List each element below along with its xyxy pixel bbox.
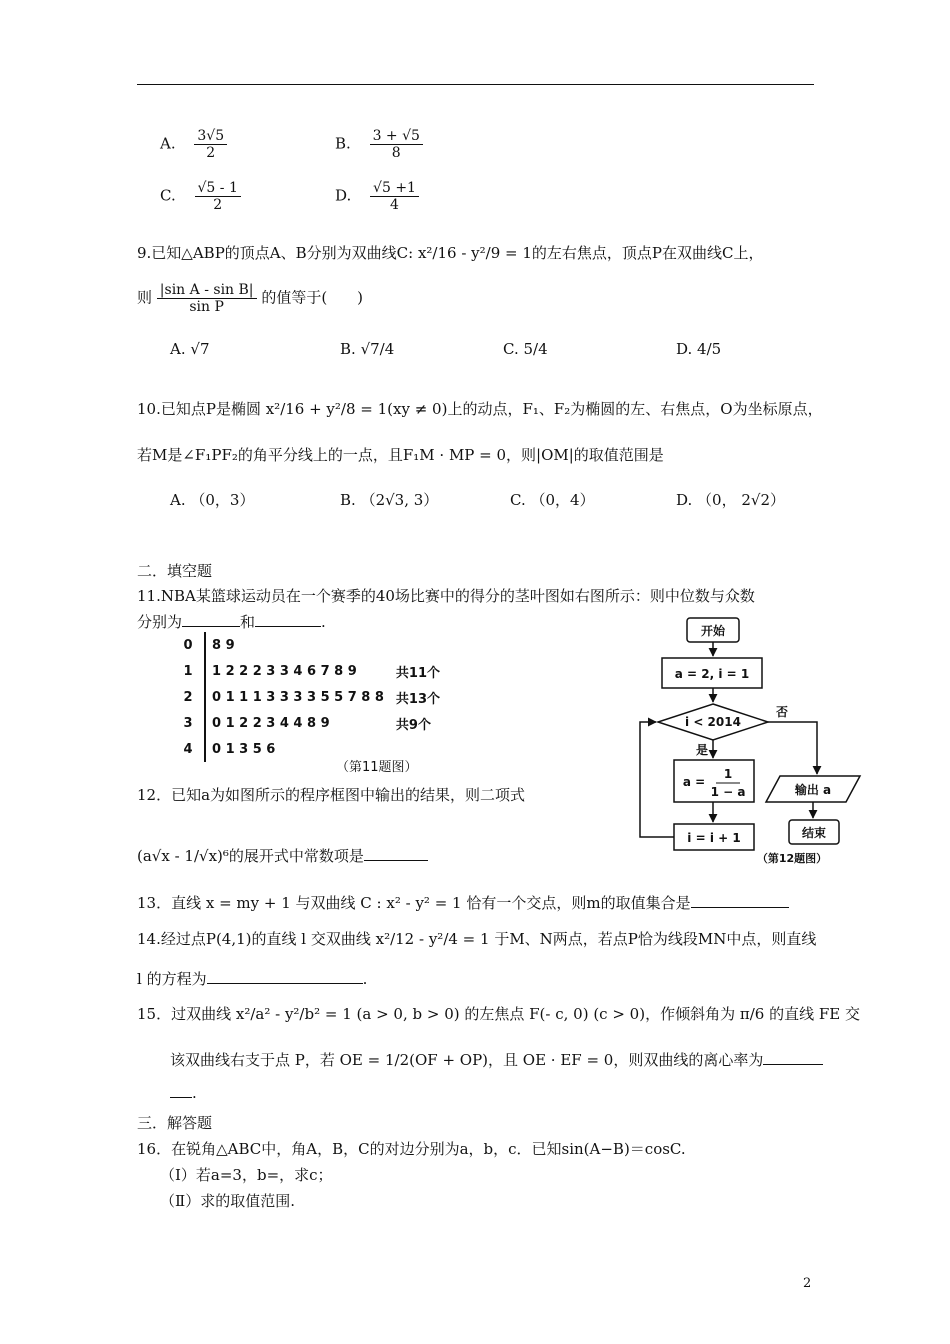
q16-part1: （Ⅰ）若a=3，b=，求c； <box>160 1166 333 1184</box>
section-heading-fill-in: 二．填空题 <box>137 562 213 580</box>
flowchart <box>632 612 862 867</box>
q11-line1: 11.NBA某篮球运动员在一个赛季的40场比赛中的得分的茎叶图如右图所示：则中位数与众数 <box>137 587 755 605</box>
q13-text: 13．直线 x = my + 1 与双曲线 C : x² - y² = 1 恰有一个交点，则m的取值集合是 <box>137 894 691 912</box>
flow-no-label: 否 <box>775 705 789 719</box>
answer-blank[interactable] <box>763 1050 823 1065</box>
q10-option-b <box>340 489 438 510</box>
leaf-values: 0 1 3 5 6 <box>212 741 276 757</box>
option-value: √7 <box>190 340 210 358</box>
flow-assign-denominator: 1 − a <box>710 785 746 799</box>
flow-condition-label: i < 2014 <box>685 715 741 729</box>
flow-assign-lhs: a = <box>682 775 706 789</box>
q15-line1: 15．过双曲线 x²/a² - y²/b² = 1 (a > 0, b > 0) 的左焦点 F(- c, 0) (c > 0)，作倾斜角为 π/6 的直线 FE 交 <box>137 1005 860 1023</box>
fraction-numerator: 3√5 <box>194 128 227 145</box>
option-label: B. <box>335 134 351 153</box>
leaf-values: 1 2 2 2 3 3 4 6 7 8 9 <box>212 663 357 679</box>
fraction-denominator: 8 <box>391 145 401 162</box>
q10-line1: 10.已知点P是椭圆 x²/16 + y²/8 = 1(xy ≠ 0)上的动点，F₁、F₂为椭圆的左、右焦点，O为坐标原点， <box>137 400 823 418</box>
q11-line2 <box>137 611 326 632</box>
flow-end-label: 结束 <box>801 826 827 840</box>
leaf-count: 共11个 <box>395 665 440 681</box>
answer-blank[interactable] <box>182 612 240 627</box>
q10-line2: 若M是∠F₁PF₂的角平分线上的一点，且F₁M · MP = 0，则|OM|的取值范围是 <box>137 446 664 464</box>
flow-start-label: 开始 <box>700 624 726 638</box>
stem-row <box>172 632 446 658</box>
option-label: A. <box>160 134 176 153</box>
q15-text: 该双曲线右支于点 P，若 OE = 1/2(OF + OP)，且 OE · EF = 0，则双曲线的离心率为 <box>170 1051 764 1069</box>
q14-line1: 14.经过点P(4,1)的直线 l 交双曲线 x²/12 - y²/4 = 1 于M、N两点，若点P恰为线段MN中点，则直线 <box>137 930 817 948</box>
fraction-numerator: 3 + √5 <box>370 128 423 145</box>
q15-line2 <box>170 1049 823 1070</box>
answer-blank[interactable] <box>364 846 428 861</box>
q13-line <box>137 892 789 913</box>
option-value: 5/4 <box>523 340 548 358</box>
answer-blank[interactable] <box>691 893 789 908</box>
option-label: D. <box>676 491 693 509</box>
option-label: D. <box>676 340 693 358</box>
stem-leaf-plot <box>172 632 447 762</box>
section-heading-solve: 三．解答题 <box>137 1114 213 1132</box>
q9-line2 <box>137 282 363 315</box>
option-value: 4/5 <box>697 340 722 358</box>
q9-option-b <box>340 340 394 358</box>
q14-text: l 的方程为 <box>137 970 207 988</box>
page-number: 2 <box>803 1276 812 1291</box>
flow-yes-label: 是 <box>695 743 709 757</box>
q10-option-d <box>676 489 785 510</box>
fraction-denominator: 2 <box>213 197 223 214</box>
option-value: （0，4） <box>530 491 595 509</box>
leaf-count: 共13个 <box>395 691 440 707</box>
header-rule <box>137 84 814 85</box>
q15-line3 <box>170 1083 197 1102</box>
leaf-values: 0 1 1 1 3 3 3 3 5 5 7 8 8 <box>212 689 384 705</box>
q9-line1: 9.已知△ABP的顶点A、B分别为双曲线C: x²/16 - y²/9 = 1的左右焦点，顶点P在双曲线C上， <box>137 244 764 262</box>
fraction-denominator: 4 <box>390 197 399 214</box>
q12-binomial-expression: (a√x - 1/√x)⁶ <box>137 847 229 865</box>
stem-value: 2 <box>172 684 205 710</box>
flow-assign-numerator: 1 <box>723 767 733 781</box>
option-value: （0，3） <box>190 491 255 509</box>
option-value: （0， 2√2） <box>697 491 786 509</box>
q9-expr-numerator: |sin A - sin B| <box>157 282 257 299</box>
q9-suffix: 的值等于( ) <box>261 288 364 307</box>
q8-option-b <box>335 128 423 161</box>
q9-option-c <box>503 340 548 358</box>
fraction-numerator: √5 +1 <box>370 180 419 197</box>
q12-text: 的展开式中常数项是 <box>228 847 364 865</box>
option-label: B. <box>340 491 356 509</box>
option-label: A. <box>170 491 186 509</box>
q10-option-c <box>510 489 595 510</box>
q11-text: 和 <box>240 613 256 631</box>
q16-line1: 16．在锐角△ABC中，角A，B，C的对边分别为a，b，c．已知sin(A−B)＝cosC. <box>137 1140 686 1158</box>
option-label: B. <box>340 340 356 358</box>
q15-text: . <box>192 1084 197 1102</box>
fraction-denominator: 2 <box>206 145 216 162</box>
q11-text: 分别为 <box>137 613 183 631</box>
leaf-count <box>390 632 446 658</box>
option-label: C. <box>503 340 519 358</box>
flow-increment-label: i = i + 1 <box>687 831 741 845</box>
stem-value: 3 <box>172 710 205 736</box>
option-label: C. <box>160 186 176 205</box>
option-value: （2√3, 3） <box>360 491 439 509</box>
q14-line2: l 的方程为 . <box>137 970 368 988</box>
option-value: √7/4 <box>360 340 395 358</box>
stem-row <box>172 658 446 684</box>
flow-init-label: a = 2, i = 1 <box>674 667 750 681</box>
option-label: A. <box>170 340 186 358</box>
q9-option-d <box>676 340 721 358</box>
q9-prefix: 则 <box>137 288 153 307</box>
option-label: C. <box>510 491 526 509</box>
answer-blank[interactable] <box>170 1083 192 1098</box>
flow-output-label: 输出 a <box>794 783 832 797</box>
q16-part2: （Ⅱ）求的取值范围. <box>160 1192 295 1210</box>
q8-option-c <box>160 180 241 213</box>
stem-row <box>172 710 446 736</box>
leaf-values: 8 9 <box>212 637 235 653</box>
fraction-numerator: √5 - 1 <box>195 180 241 197</box>
q8-option-d <box>335 180 419 213</box>
q10-option-a <box>170 489 254 510</box>
answer-blank[interactable] <box>255 612 321 627</box>
answer-blank[interactable] <box>207 969 363 984</box>
option-label: D. <box>335 186 352 205</box>
q11-figure-caption: （第11题图） <box>336 760 418 775</box>
stem-value: 1 <box>172 658 205 684</box>
q12-line2 <box>137 845 428 866</box>
leaf-count: 共9个 <box>395 717 431 733</box>
flow-caption: （第12题图） <box>756 852 828 865</box>
q12-line1: 12．已知a为如图所示的程序框图中输出的结果，则二项式 <box>137 786 526 804</box>
stem-value: 0 <box>172 632 205 658</box>
stem-row <box>172 684 446 710</box>
stem-value: 4 <box>172 736 205 762</box>
q11-text: . <box>321 613 326 631</box>
q8-option-a <box>160 128 227 161</box>
q9-expr-denominator: sin P <box>189 299 224 316</box>
leaf-values: 0 1 2 2 3 4 4 8 9 <box>212 715 330 731</box>
q9-option-a <box>170 340 210 358</box>
